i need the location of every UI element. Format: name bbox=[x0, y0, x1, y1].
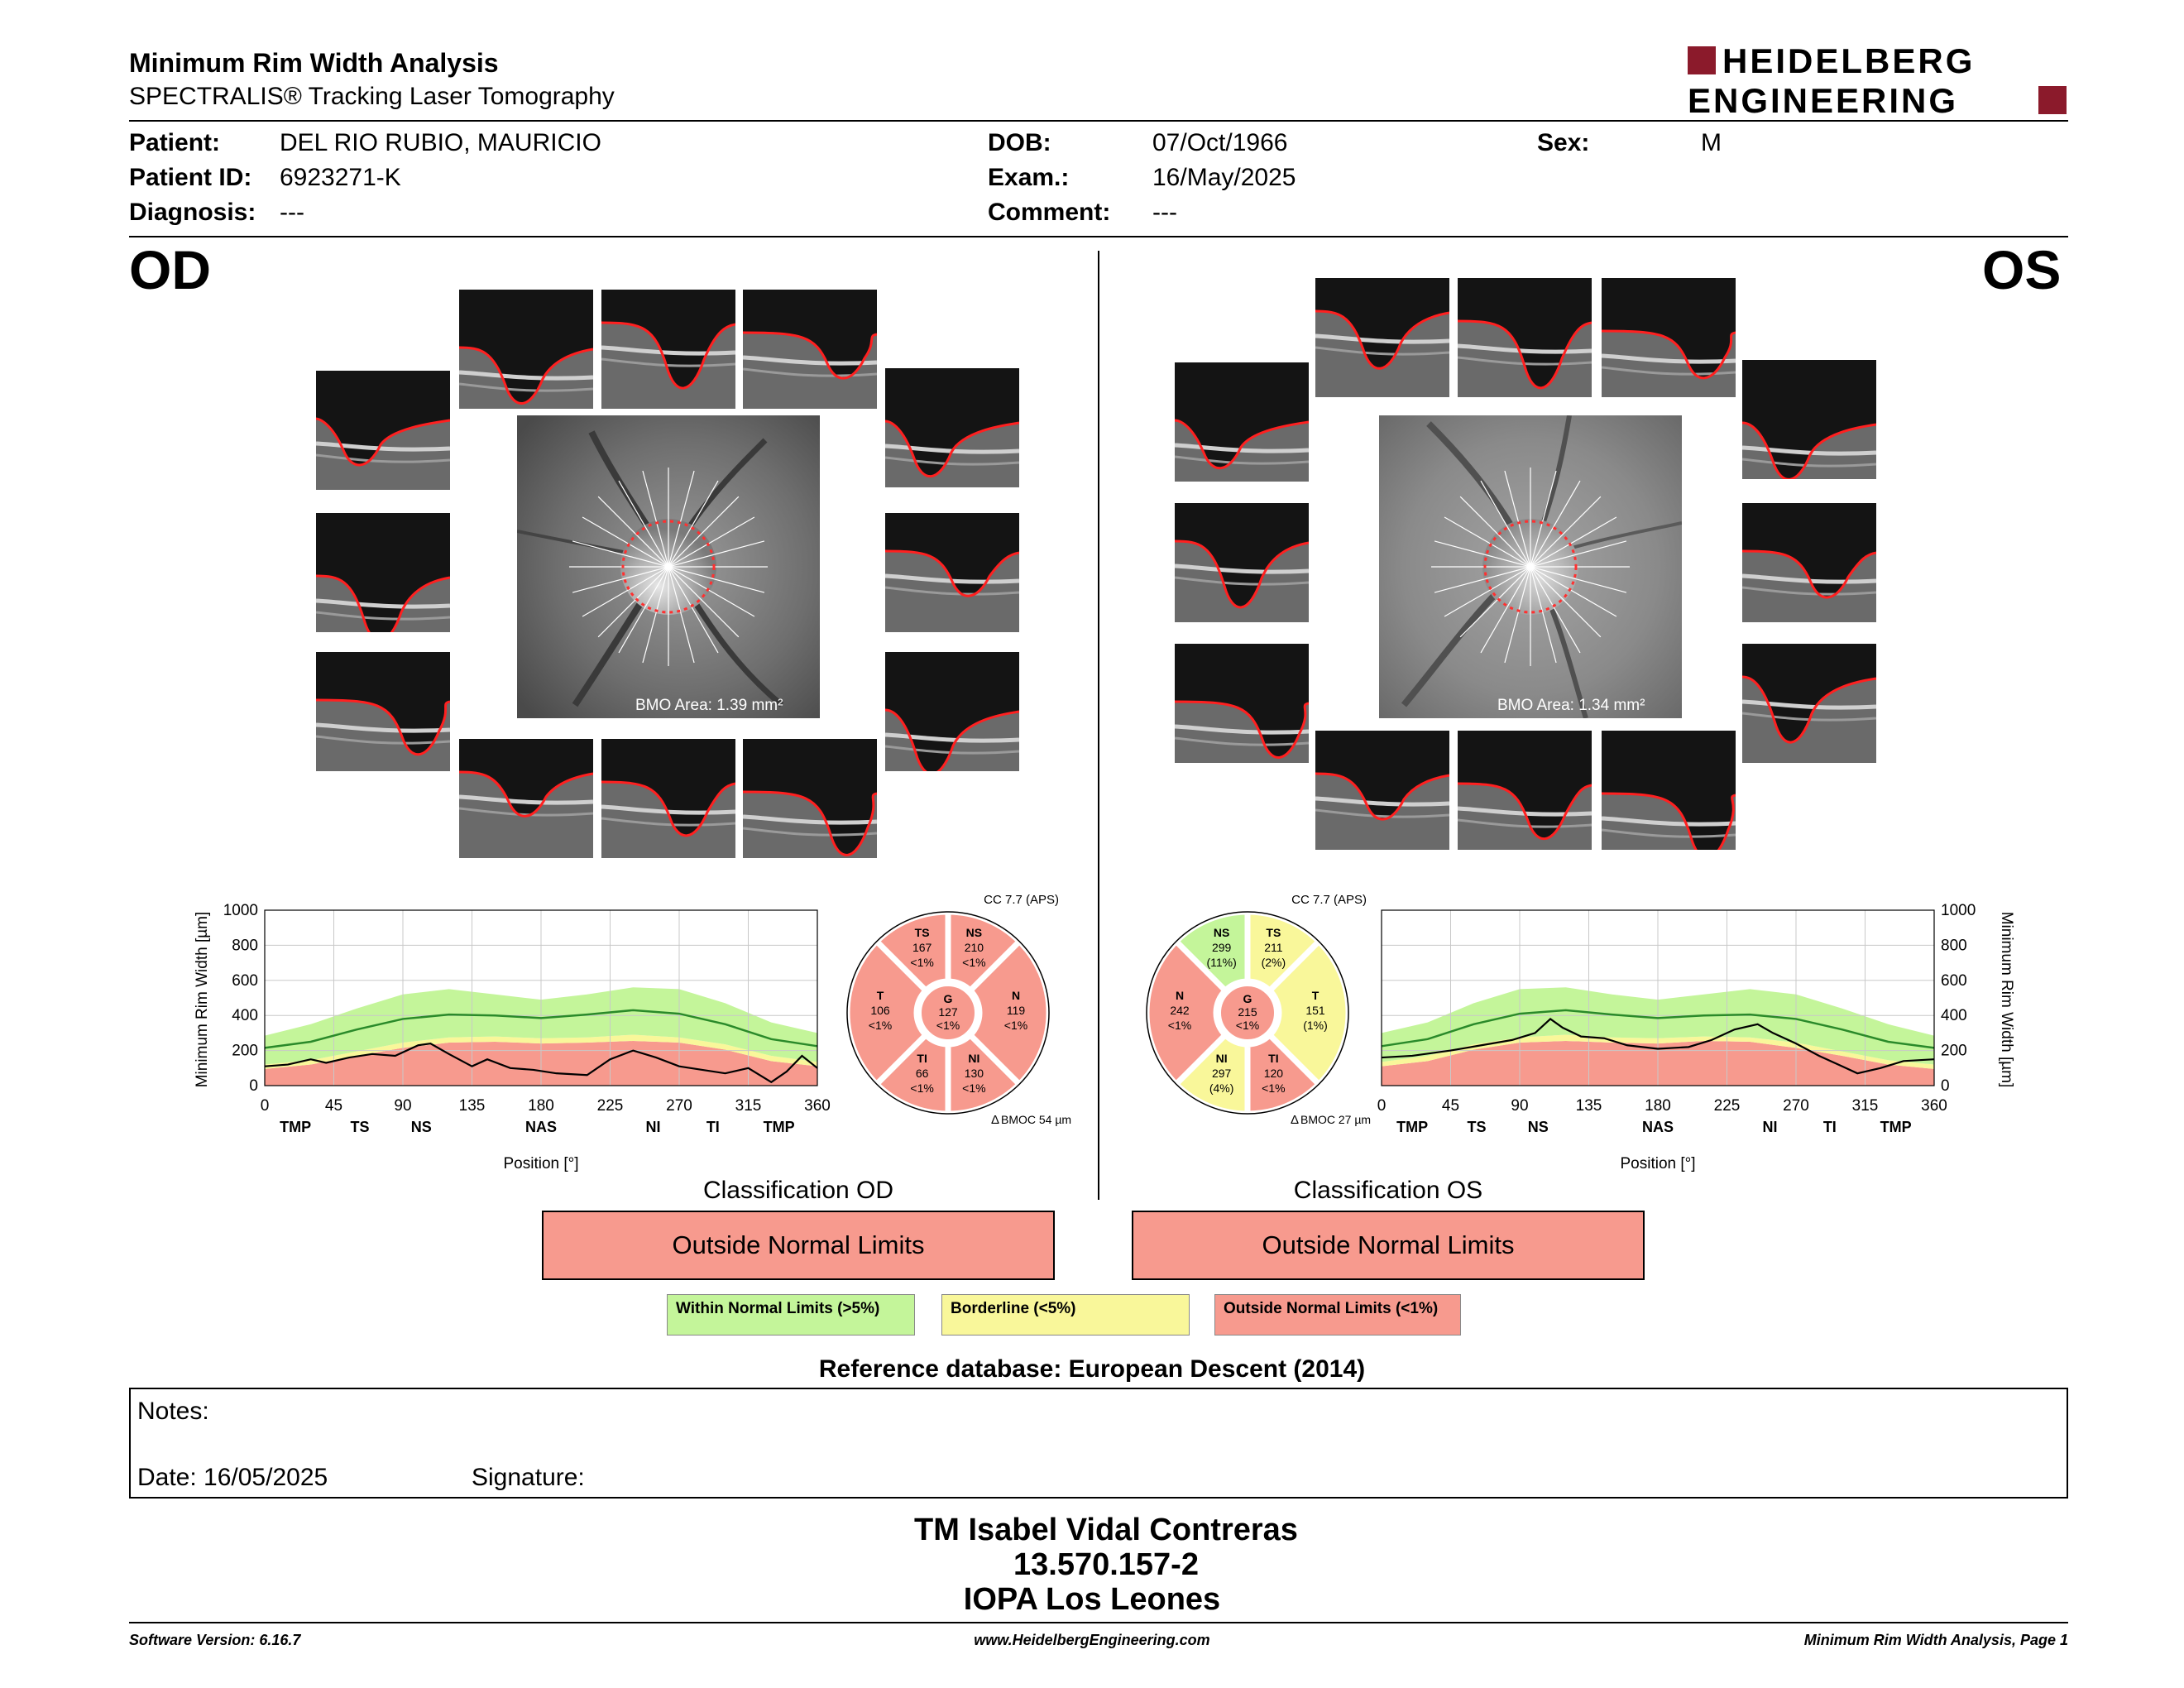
os-bscan-image bbox=[1602, 278, 1736, 397]
os-bscan-8 bbox=[1175, 644, 1309, 763]
os-sector-ni-name: NI bbox=[1215, 1051, 1228, 1065]
os-bscan-image bbox=[1458, 278, 1592, 397]
od-sector-ns-pct: <1% bbox=[962, 956, 986, 970]
od-bscan-5 bbox=[885, 368, 1019, 487]
od-sector-label: TI bbox=[706, 1119, 720, 1135]
od-tissue bbox=[316, 419, 450, 490]
os-sector-n-pct: <1% bbox=[1167, 1019, 1192, 1032]
os-scan-spokes bbox=[1431, 468, 1630, 666]
od-cc-label: CC 7.7 (APS) bbox=[984, 893, 1059, 907]
od-sector-ts-value: 167 bbox=[912, 941, 932, 955]
os-cc-label: CC 7.7 (APS) bbox=[1291, 893, 1367, 907]
patient-name: DEL RIO RUBIO, MAURICIO bbox=[280, 129, 601, 156]
os-bscan-image bbox=[1602, 731, 1736, 850]
os-sector-label: NS bbox=[1527, 1119, 1549, 1135]
os-sector-wheel bbox=[1135, 890, 1383, 1130]
od-sector-ni-value: 130 bbox=[964, 1066, 984, 1080]
os-sector-ti-pct: <1% bbox=[1262, 1081, 1286, 1095]
os-sector-t-pct: (1%) bbox=[1303, 1019, 1328, 1032]
diagnosis-label: Diagnosis: bbox=[129, 199, 256, 226]
os-tissue bbox=[1742, 551, 1876, 622]
os-sector-ns-value: 299 bbox=[1211, 941, 1232, 955]
od-sector-ns-name: NS bbox=[965, 926, 983, 940]
os-classification-result: Outside Normal Limits bbox=[1132, 1211, 1645, 1280]
od-bscan-image bbox=[459, 739, 593, 858]
od-sector-ti-name: TI bbox=[917, 1051, 927, 1065]
report-subtitle: SPECTRALIS® Tracking Laser Tomography bbox=[129, 83, 615, 110]
os-bscan-2 bbox=[1315, 278, 1449, 397]
od-sector-label: TMP bbox=[280, 1119, 312, 1135]
os-sector-ti-name: TI bbox=[1268, 1051, 1279, 1065]
od-xtick-label: 0 bbox=[260, 1097, 270, 1115]
logo-line1: HEIDELBERG bbox=[1722, 45, 1976, 80]
od-bscan-image bbox=[316, 652, 450, 771]
os-ytick-label: 0 bbox=[1941, 1077, 1950, 1095]
od-delta-symbol: Δ bbox=[991, 1113, 1000, 1127]
header-rule bbox=[129, 120, 2068, 122]
os-bscan-12 bbox=[1602, 731, 1736, 850]
signatory-id: 13.570.157-2 bbox=[1013, 1547, 1199, 1582]
od-bscan-10 bbox=[459, 739, 593, 858]
od-xtick-label: 225 bbox=[596, 1097, 624, 1115]
os-sector-label: TS bbox=[1467, 1119, 1487, 1135]
od-sector-label: NAS bbox=[524, 1119, 558, 1135]
od-bscan-12 bbox=[743, 739, 877, 858]
signatory-name: TM Isabel Vidal Contreras bbox=[914, 1513, 1298, 1547]
os-bscan-11 bbox=[1458, 731, 1592, 850]
od-scan-spokes bbox=[569, 468, 768, 666]
patient-id: 6923271-K bbox=[280, 164, 401, 191]
od-sector-ni-name: NI bbox=[968, 1051, 980, 1065]
os-sector-t-value: 151 bbox=[1305, 1004, 1325, 1017]
notes-label: Notes: bbox=[137, 1398, 209, 1425]
os-sector-label: TI bbox=[1822, 1119, 1837, 1135]
od-bscan-1 bbox=[316, 371, 450, 490]
os-sector-label: NI bbox=[1762, 1119, 1778, 1135]
od-ytick-label: 600 bbox=[232, 971, 258, 990]
os-bscan-image bbox=[1175, 362, 1309, 482]
od-bscan-image bbox=[885, 368, 1019, 487]
os-sector-n-value: 242 bbox=[1170, 1004, 1190, 1017]
legend-borderline: Borderline (<5%) bbox=[941, 1294, 1190, 1336]
od-ytick-label: 0 bbox=[249, 1077, 258, 1095]
od-bscan-4 bbox=[743, 290, 877, 409]
od-sector-g-name: G bbox=[943, 992, 953, 1005]
os-bscan-image bbox=[1175, 644, 1309, 763]
od-ytick-label: 1000 bbox=[223, 902, 258, 919]
os-chart-ylabel: Minimum Rim Width [µm] bbox=[1998, 911, 2015, 1088]
os-bscan-4 bbox=[1602, 278, 1736, 397]
od-classification-result: Outside Normal Limits bbox=[542, 1211, 1055, 1280]
patient-id-label: Patient ID: bbox=[129, 164, 252, 191]
os-label: OS bbox=[1982, 239, 2062, 300]
od-bscan-8 bbox=[316, 652, 450, 771]
footer-page: Minimum Rim Width Analysis, Page 1 bbox=[1803, 1632, 2068, 1648]
od-sector-ti-value: 66 bbox=[915, 1066, 929, 1080]
os-xtick-label: 180 bbox=[1645, 1097, 1671, 1115]
od-bscan-image bbox=[743, 739, 877, 858]
os-sector-ts-value: 211 bbox=[1264, 941, 1283, 955]
od-ytick-label: 400 bbox=[232, 1007, 258, 1025]
os-sector-ns-name: NS bbox=[1213, 926, 1230, 940]
sex-label: Sex: bbox=[1537, 129, 1590, 156]
od-xtick-label: 270 bbox=[666, 1097, 692, 1115]
od-ytick-label: 200 bbox=[232, 1042, 258, 1060]
dob-value: 07/Oct/1966 bbox=[1152, 129, 1288, 156]
info-rule bbox=[129, 236, 2068, 237]
od-sector-n-name: N bbox=[1011, 989, 1021, 1002]
os-bscan-image bbox=[1315, 278, 1449, 397]
od-sector-ns-value: 210 bbox=[964, 941, 984, 955]
os-sector-ts-name: TS bbox=[1266, 926, 1281, 940]
reference-database: Reference database: European Descent (2014) bbox=[818, 1355, 1366, 1383]
os-tissue bbox=[1602, 331, 1736, 397]
od-xtick-label: 45 bbox=[324, 1097, 343, 1115]
os-sector-label: TMP bbox=[1396, 1119, 1429, 1135]
os-bscan-image bbox=[1742, 503, 1876, 622]
os-tissue bbox=[1175, 541, 1309, 622]
footer-rule bbox=[129, 1622, 2068, 1623]
od-xtick-label: 315 bbox=[735, 1097, 762, 1115]
od-bscan-image bbox=[601, 739, 735, 858]
os-sector-label: NAS bbox=[1641, 1119, 1674, 1135]
od-label: OD bbox=[129, 239, 211, 300]
patient-label: Patient: bbox=[129, 129, 221, 156]
od-tissue bbox=[885, 421, 1019, 487]
os-bscan-6 bbox=[1175, 503, 1309, 622]
os-bscan-7 bbox=[1742, 503, 1876, 622]
od-xtick-label: 135 bbox=[458, 1097, 486, 1115]
od-bscan-image bbox=[601, 290, 735, 409]
os-bscan-image bbox=[1315, 731, 1449, 850]
os-ytick-label: 200 bbox=[1941, 1042, 1967, 1060]
legend-within: Within Normal Limits (>5%) bbox=[667, 1294, 915, 1336]
od-bscan-image bbox=[743, 290, 877, 409]
od-delta-label: BMOC 54 µm bbox=[1001, 1113, 1072, 1126]
od-bscan-image bbox=[885, 652, 1019, 771]
os-ytick-label: 1000 bbox=[1941, 902, 1976, 919]
os-xtick-label: 90 bbox=[1511, 1097, 1529, 1115]
os-bscan-1 bbox=[1175, 362, 1309, 482]
od-bscan-7 bbox=[885, 513, 1019, 632]
od-bscan-3 bbox=[601, 290, 735, 409]
od-bscan-9 bbox=[885, 652, 1019, 771]
od-bscan-2 bbox=[459, 290, 593, 409]
os-sector-g-value: 215 bbox=[1238, 1005, 1257, 1019]
od-bscan-image bbox=[316, 371, 450, 490]
od-sector-wheel bbox=[836, 890, 1075, 1130]
os-xtick-label: 315 bbox=[1851, 1097, 1879, 1115]
os-classification-title: Classification OS bbox=[1293, 1177, 1483, 1204]
os-xtick-label: 225 bbox=[1713, 1097, 1741, 1115]
os-bscan-3 bbox=[1458, 278, 1592, 397]
od-sector-n-value: 119 bbox=[1006, 1004, 1026, 1017]
os-bscan-image bbox=[1742, 360, 1876, 479]
od-bscan-image bbox=[316, 513, 450, 632]
od-classification-title: Classification OD bbox=[702, 1177, 894, 1204]
sex-value: M bbox=[1701, 129, 1722, 156]
os-sector-g-name: G bbox=[1243, 992, 1252, 1005]
os-tissue bbox=[1458, 784, 1592, 850]
od-sector-t-name: T bbox=[876, 989, 884, 1002]
od-xtick-label: 360 bbox=[804, 1097, 831, 1115]
os-ytick-label: 600 bbox=[1941, 971, 1967, 990]
od-mrw-chart bbox=[190, 902, 836, 1183]
od-bscan-image bbox=[459, 290, 593, 409]
od-bscan-11 bbox=[601, 739, 735, 858]
od-bmo-area: BMO Area: 1.39 mm² bbox=[635, 697, 783, 714]
footer-website[interactable]: www.HeidelbergEngineering.com bbox=[974, 1632, 1210, 1648]
exam-value: 16/May/2025 bbox=[1152, 164, 1296, 191]
os-xtick-label: 45 bbox=[1441, 1097, 1460, 1115]
od-sector-label: TS bbox=[350, 1119, 370, 1135]
os-sector-n-name: N bbox=[1175, 989, 1185, 1002]
od-sector-ts-name: TS bbox=[914, 926, 930, 940]
os-sector-t-name: T bbox=[1311, 989, 1320, 1002]
od-bscan-image bbox=[885, 513, 1019, 632]
od-bscan-6 bbox=[316, 513, 450, 632]
os-bscan-image bbox=[1175, 503, 1309, 622]
os-bscan-image bbox=[1742, 644, 1876, 763]
os-xtick-label: 360 bbox=[1921, 1097, 1947, 1115]
os-xtick-label: 270 bbox=[1783, 1097, 1809, 1115]
logo-line2: ENGINEERING bbox=[1688, 81, 1959, 119]
logo-square-bottom bbox=[2038, 86, 2067, 114]
os-sector-ni-value: 297 bbox=[1211, 1066, 1232, 1080]
od-fundus-image bbox=[517, 415, 820, 718]
signatory-institution: IOPA Los Leones bbox=[963, 1582, 1221, 1617]
os-ytick-label: 400 bbox=[1941, 1007, 1967, 1025]
logo-square-top bbox=[1688, 46, 1716, 74]
comment-value: --- bbox=[1152, 199, 1177, 226]
heidelberg-logo bbox=[1688, 45, 2068, 119]
os-bmo-area: BMO Area: 1.34 mm² bbox=[1497, 697, 1645, 714]
od-ytick-label: 800 bbox=[232, 937, 258, 955]
od-sector-label: NI bbox=[645, 1119, 661, 1135]
os-sector-label: TMP bbox=[1880, 1119, 1912, 1135]
notes-box bbox=[129, 1388, 2068, 1499]
od-chart-ylabel: Minimum Rim Width [µm] bbox=[194, 911, 211, 1088]
od-sector-g-value: 127 bbox=[938, 1005, 958, 1019]
footer-software: Software Version: 6.16.7 bbox=[129, 1632, 301, 1648]
od-sector-n-pct: <1% bbox=[1003, 1019, 1028, 1032]
os-ytick-label: 800 bbox=[1941, 937, 1967, 955]
exam-label: Exam.: bbox=[988, 164, 1070, 191]
os-delta-symbol: Δ bbox=[1291, 1113, 1300, 1127]
os-sector-ti-value: 120 bbox=[1263, 1066, 1284, 1080]
od-sector-t-pct: <1% bbox=[868, 1019, 893, 1032]
os-sector-g-pct: <1% bbox=[1235, 1019, 1260, 1032]
os-sector-ts-pct: (2%) bbox=[1261, 956, 1286, 970]
os-mrw-chart bbox=[1357, 902, 2019, 1183]
diagnosis-value: --- bbox=[280, 199, 304, 226]
os-bscan-5 bbox=[1742, 360, 1876, 479]
od-sector-ti-pct: <1% bbox=[910, 1081, 934, 1095]
od-sector-t-value: 106 bbox=[870, 1004, 890, 1017]
os-sector-ns-pct: (11%) bbox=[1206, 956, 1237, 970]
os-xtick-label: 0 bbox=[1377, 1097, 1387, 1115]
report-title: Minimum Rim Width Analysis bbox=[129, 48, 499, 78]
os-bscan-9 bbox=[1742, 644, 1876, 763]
od-sector-ni-pct: <1% bbox=[962, 1081, 986, 1095]
od-sector-ts-pct: <1% bbox=[910, 956, 934, 970]
os-xtick-label: 135 bbox=[1575, 1097, 1602, 1115]
os-chart-xlabel: Position [°] bbox=[1620, 1155, 1696, 1172]
center-divider bbox=[1098, 251, 1099, 1200]
os-fundus-image bbox=[1379, 415, 1682, 718]
od-sector-g-pct: <1% bbox=[936, 1019, 960, 1032]
od-chart-xlabel: Position [°] bbox=[503, 1155, 579, 1172]
comment-label: Comment: bbox=[988, 199, 1111, 226]
notes-signature: Signature: bbox=[472, 1464, 585, 1491]
od-sector-label: TMP bbox=[763, 1119, 795, 1135]
dob-label: DOB: bbox=[988, 129, 1051, 156]
od-xtick-label: 180 bbox=[528, 1097, 554, 1115]
od-xtick-label: 90 bbox=[394, 1097, 412, 1115]
od-sector-label: NS bbox=[410, 1119, 432, 1135]
legend-outside: Outside Normal Limits (<1%) bbox=[1214, 1294, 1461, 1336]
os-sector-ni-pct: (4%) bbox=[1209, 1081, 1234, 1095]
os-bscan-10 bbox=[1315, 731, 1449, 850]
os-delta-label: BMOC 27 µm bbox=[1300, 1113, 1372, 1126]
od-tissue bbox=[316, 700, 450, 771]
os-bscan-image bbox=[1458, 731, 1592, 850]
notes-date: Date: 16/05/2025 bbox=[137, 1464, 328, 1491]
